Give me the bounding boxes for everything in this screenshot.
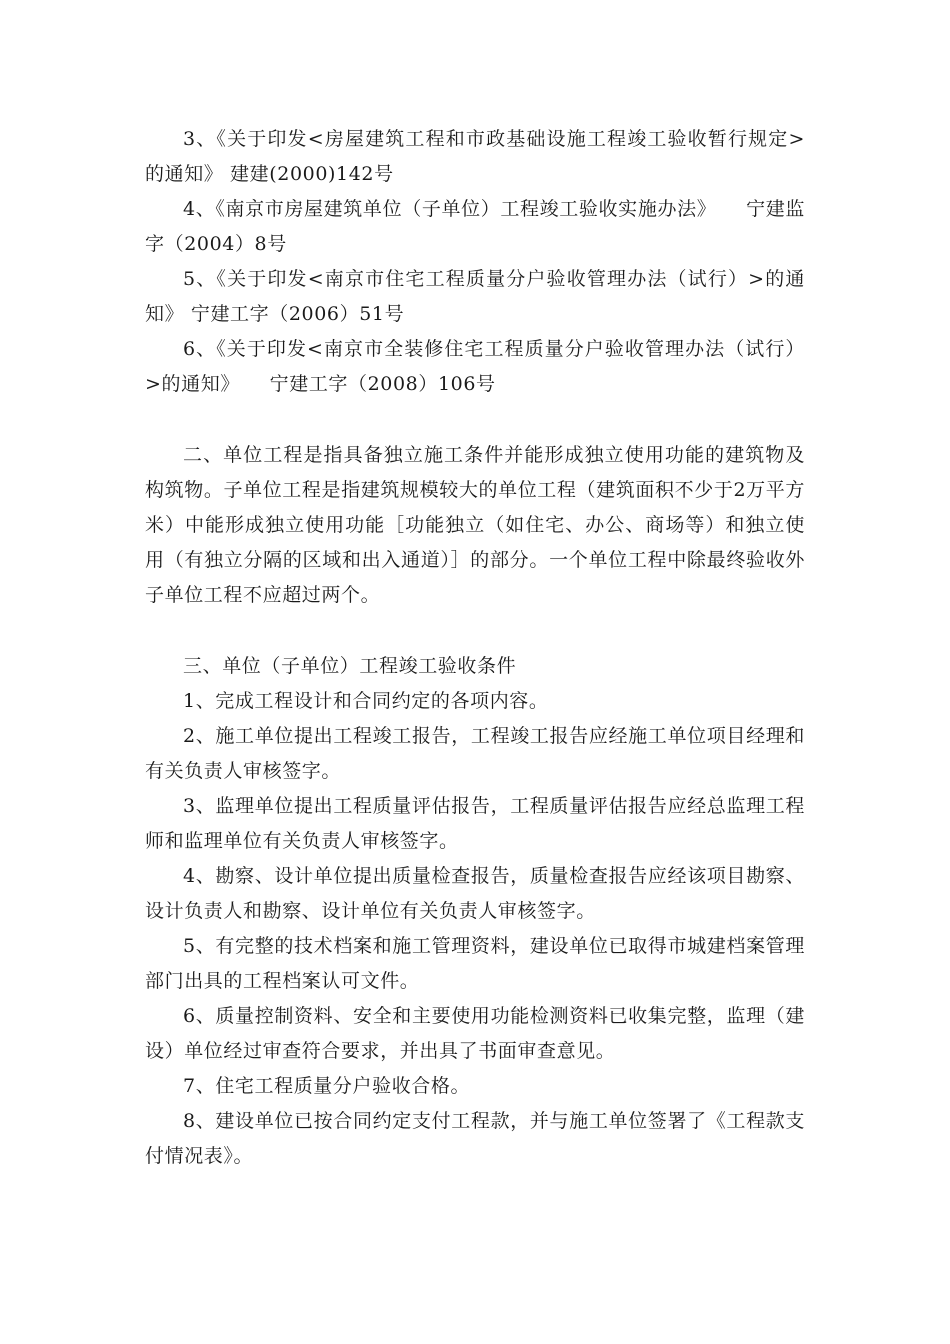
section-spacer [145,402,805,438]
section-2-paragraph: 二、单位工程是指具备独立施工条件并能形成独立使用功能的建筑物及构筑物。子单位工程是指建筑规模较大的单位工程（建筑面积不少于2万平方米）中能形成独立使用功能［功能独立（如住宅、办公、商场等）和独立使用（有独立分隔的区域和出入通道）］的部分。一个单位工程中除最终验收外子单位工程不应超过两个。 [145,444,805,606]
reference-item-4: 4、《南京市房屋建筑单位（子单位）工程竣工验收实施办法》 宁建监字（2004）8号 [145,198,805,255]
reference-item-6: 6、《关于印发<南京市全装修住宅工程质量分户验收管理办法（试行）>的通知》 宁建工字（2008）106号 [145,338,805,395]
section-3-heading: 三、单位（子单位）工程竣工验收条件 [183,655,517,677]
condition-item-6: 6、质量控制资料、安全和主要使用功能检测资料已收集完整，监理（建设）单位经过审查符合要求，并出具了书面审查意见。 [145,1005,805,1062]
condition-item-1: 1、完成工程设计和合同约定的各项内容。 [183,690,549,712]
condition-item-2: 2、施工单位提出工程竣工报告，工程竣工报告应经施工单位项目经理和有关负责人审核签字。 [145,725,805,782]
reference-item-5: 5、《关于印发<南京市住宅工程质量分户验收管理办法（试行）>的通知》 宁建工字（2006）51号 [145,268,805,325]
condition-item-5: 5、有完整的技术档案和施工管理资料，建设单位已取得市城建档案管理部门出具的工程档案认可文件。 [145,935,805,992]
condition-item-4: 4、勘察、设计单位提出质量检查报告，质量检查报告应经该项目勘察、设计负责人和勘察、设计单位有关负责人审核签字。 [145,865,805,922]
condition-item-7: 7、住宅工程质量分户验收合格。 [183,1075,471,1097]
condition-item-8: 8、建设单位已按合同约定支付工程款，并与施工单位签署了《工程款支付情况表》。 [145,1110,805,1167]
condition-item-3: 3、监理单位提出工程质量评估报告，工程质量评估报告应经总监理工程师和监理单位有关负责人审核签字。 [145,795,805,852]
section-spacer [145,613,805,649]
reference-item-3: 3、《关于印发<房屋建筑工程和市政基础设施工程竣工验收暂行规定>的通知》 建建(2000)142号 [145,128,805,185]
